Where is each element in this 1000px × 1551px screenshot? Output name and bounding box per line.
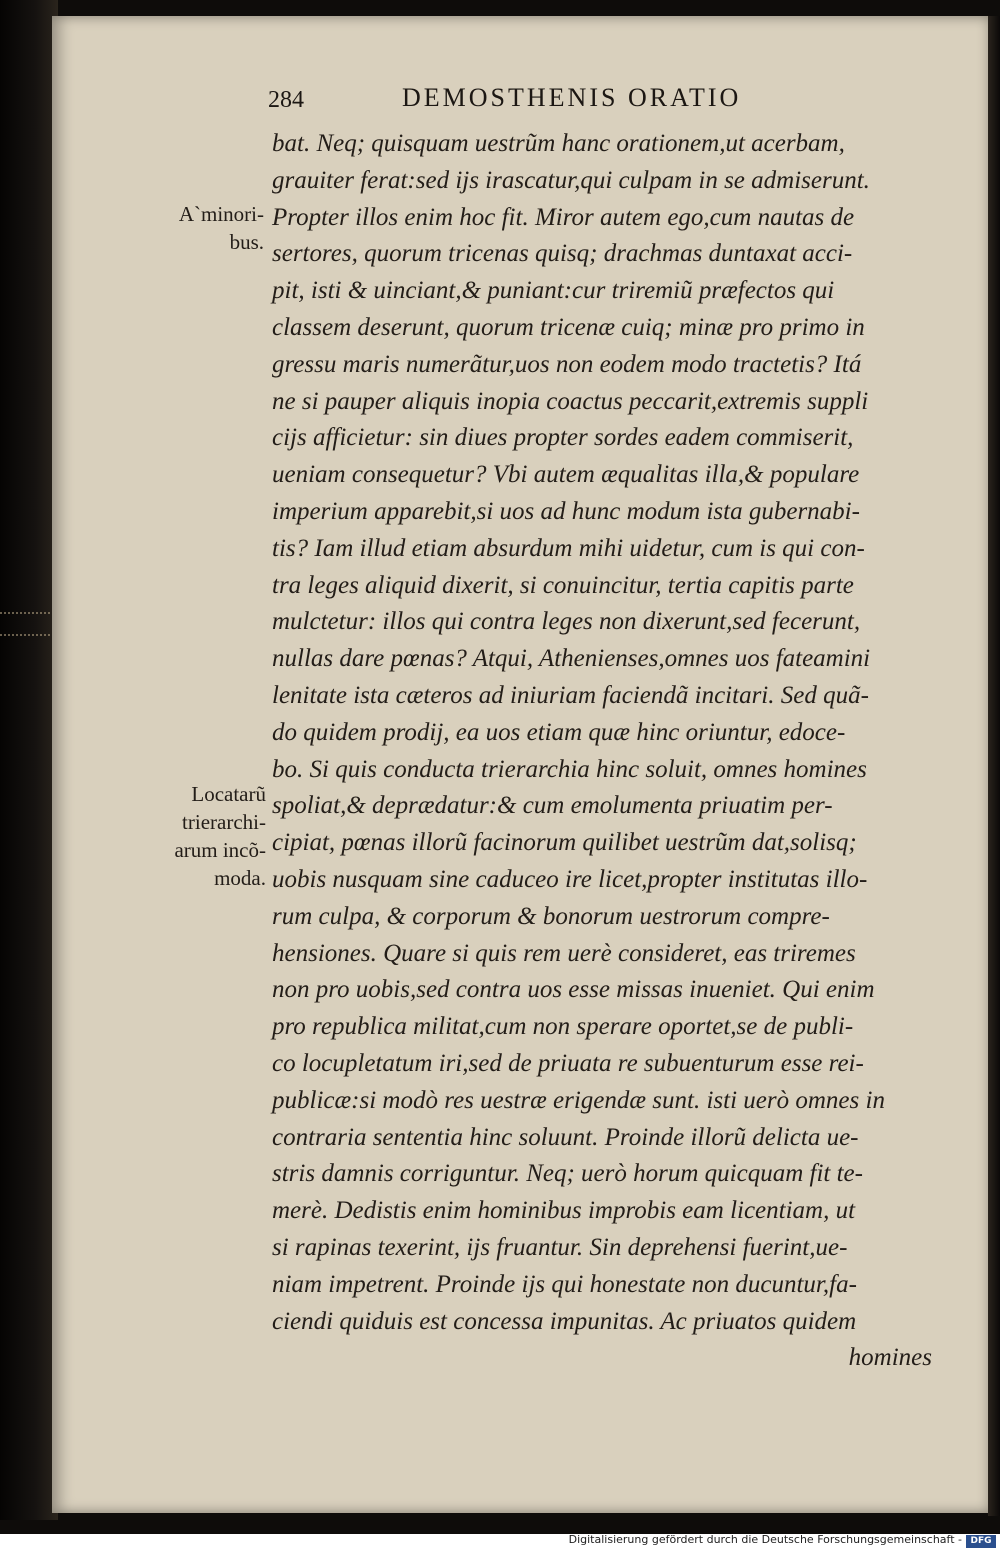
margin-note-line: arum incõ-: [174, 838, 266, 862]
text-line: ueniam consequetur? Vbi autem æqualitas illa,& populare: [272, 461, 860, 489]
text-line: rum culpa, & corporum & bonorum uestrorum compre-: [272, 902, 830, 930]
text-line: co locupletatum iri,sed de priuata re subuenturum esse rei-: [272, 1049, 864, 1077]
text-line: cipiat, pœnas illorũ facinorum quilibet uestrũm dat,solisq;: [272, 829, 857, 857]
running-header: [268, 83, 858, 123]
text-line: stris damnis corriguntur. Neq; uerò horum quicquam fit te-: [272, 1160, 863, 1188]
text-line: mulctetur: illos qui contra leges non dixerunt,sed fecerunt,: [272, 608, 861, 636]
text-line: gressu maris numerãtur,uos non eodem modo tractetis? Itá: [272, 350, 862, 378]
text-line: publicæ:si modò res uestræ erigendæ sunt. isti uerò omnes in: [272, 1086, 885, 1114]
text-line: contraria sententia hinc soluunt. Proinde illorũ delicta ue-: [272, 1123, 859, 1151]
text-line: imperium apparebit,si uos ad hunc modum ista gubernabi-: [272, 497, 860, 525]
text-line: nullas dare pœnas? Atqui, Athenienses,omnes uos fateamini: [272, 645, 871, 673]
text-line: grauiter ferat:sed ijs irascatur,qui culpam in se admiserunt.: [272, 166, 870, 194]
text-line: si rapinas texerint, ijs fruantur. Sin deprehensi fuerint,ue-: [272, 1233, 848, 1261]
margin-note-line: bus.: [229, 230, 264, 254]
page-number: 284: [268, 87, 304, 113]
text-line: pit, isti & uinciant,& puniant:cur triremiũ præfectos qui: [272, 277, 835, 305]
text-line: bo. Si quis conducta trierarchia hinc soluit, omnes homines: [272, 755, 867, 783]
catchword: homines: [848, 1344, 932, 1372]
margin-note-line: trierarchi-: [182, 810, 266, 834]
text-line: ciendi quiduis est concessa impunitas. Ac priuatos quidem: [272, 1307, 857, 1335]
book-binding-edge: [0, 0, 58, 1520]
text-line: spoliat,& deprædatur:& cum emolumenta priuatim per-: [272, 792, 833, 820]
body-text: [272, 126, 932, 1377]
text-line: ne si pauper aliquis inopia coactus peccarit,extremis suppli: [272, 387, 869, 415]
margin-note: [136, 200, 264, 256]
binding-stitch-marks: [0, 612, 58, 636]
text-line: lenitate ista cæteros ad iniuriam faciendã incitari. Sed quã-: [272, 681, 869, 709]
text-line: bat. Neq; quisquam uestrũm hanc orationem,ut acerbam,: [272, 130, 845, 157]
margin-note: [126, 780, 266, 892]
text-line: merè. Dedistis enim hominibus improbis eam licentiam, ut: [272, 1197, 856, 1225]
funding-credit: Digitalisierung gefördert durch die Deutsche Forschungsgemeinschaft -: [568, 1533, 962, 1546]
text-line: non pro uobis,sed contra uos esse missas inueniet. Qui enim: [272, 976, 875, 1004]
margin-note-line: A`minori-: [178, 202, 264, 226]
text-line: tis? Iam illud etiam absurdum mihi uidetur, cum is qui con-: [272, 534, 865, 562]
text-line: pro republica militat,cum non sperare oportet,se de publi-: [272, 1013, 854, 1041]
text-line: sertores, quorum tricenas quisq; drachmas duntaxat acci-: [272, 240, 853, 268]
running-title: DEMOSTHENIS ORATIO: [402, 83, 742, 112]
page-right-edge: [988, 16, 1000, 1516]
text-line: tra leges aliquid dixerit, si conuincitur, tertia capitis parte: [272, 571, 854, 599]
text-line: classem deserunt, quorum tricenæ cuiq; minæ pro primo in: [272, 313, 865, 341]
text-line: cijs afficietur: sin diues propter sordes eadem commiserit,: [272, 424, 854, 452]
text-line: do quidem prodij, ea uos etiam quæ hinc oriuntur, edoce-: [272, 718, 846, 746]
text-line: niam impetrent. Proinde ijs qui honestate non ducuntur,fa-: [272, 1270, 857, 1298]
dfg-logo: DFG: [966, 1535, 996, 1548]
margin-note-line: moda.: [214, 866, 266, 890]
text-line: uobis nusquam sine caduceo ire licet,propter institutas illo-: [272, 865, 868, 893]
text-line: Propter illos enim hoc fit. Miror autem ego,cum nautas de: [272, 203, 855, 231]
margin-note-line: Locatarũ: [191, 782, 266, 806]
text-line: hensiones. Quare si quis rem uerè consideret, eas triremes: [272, 939, 856, 967]
